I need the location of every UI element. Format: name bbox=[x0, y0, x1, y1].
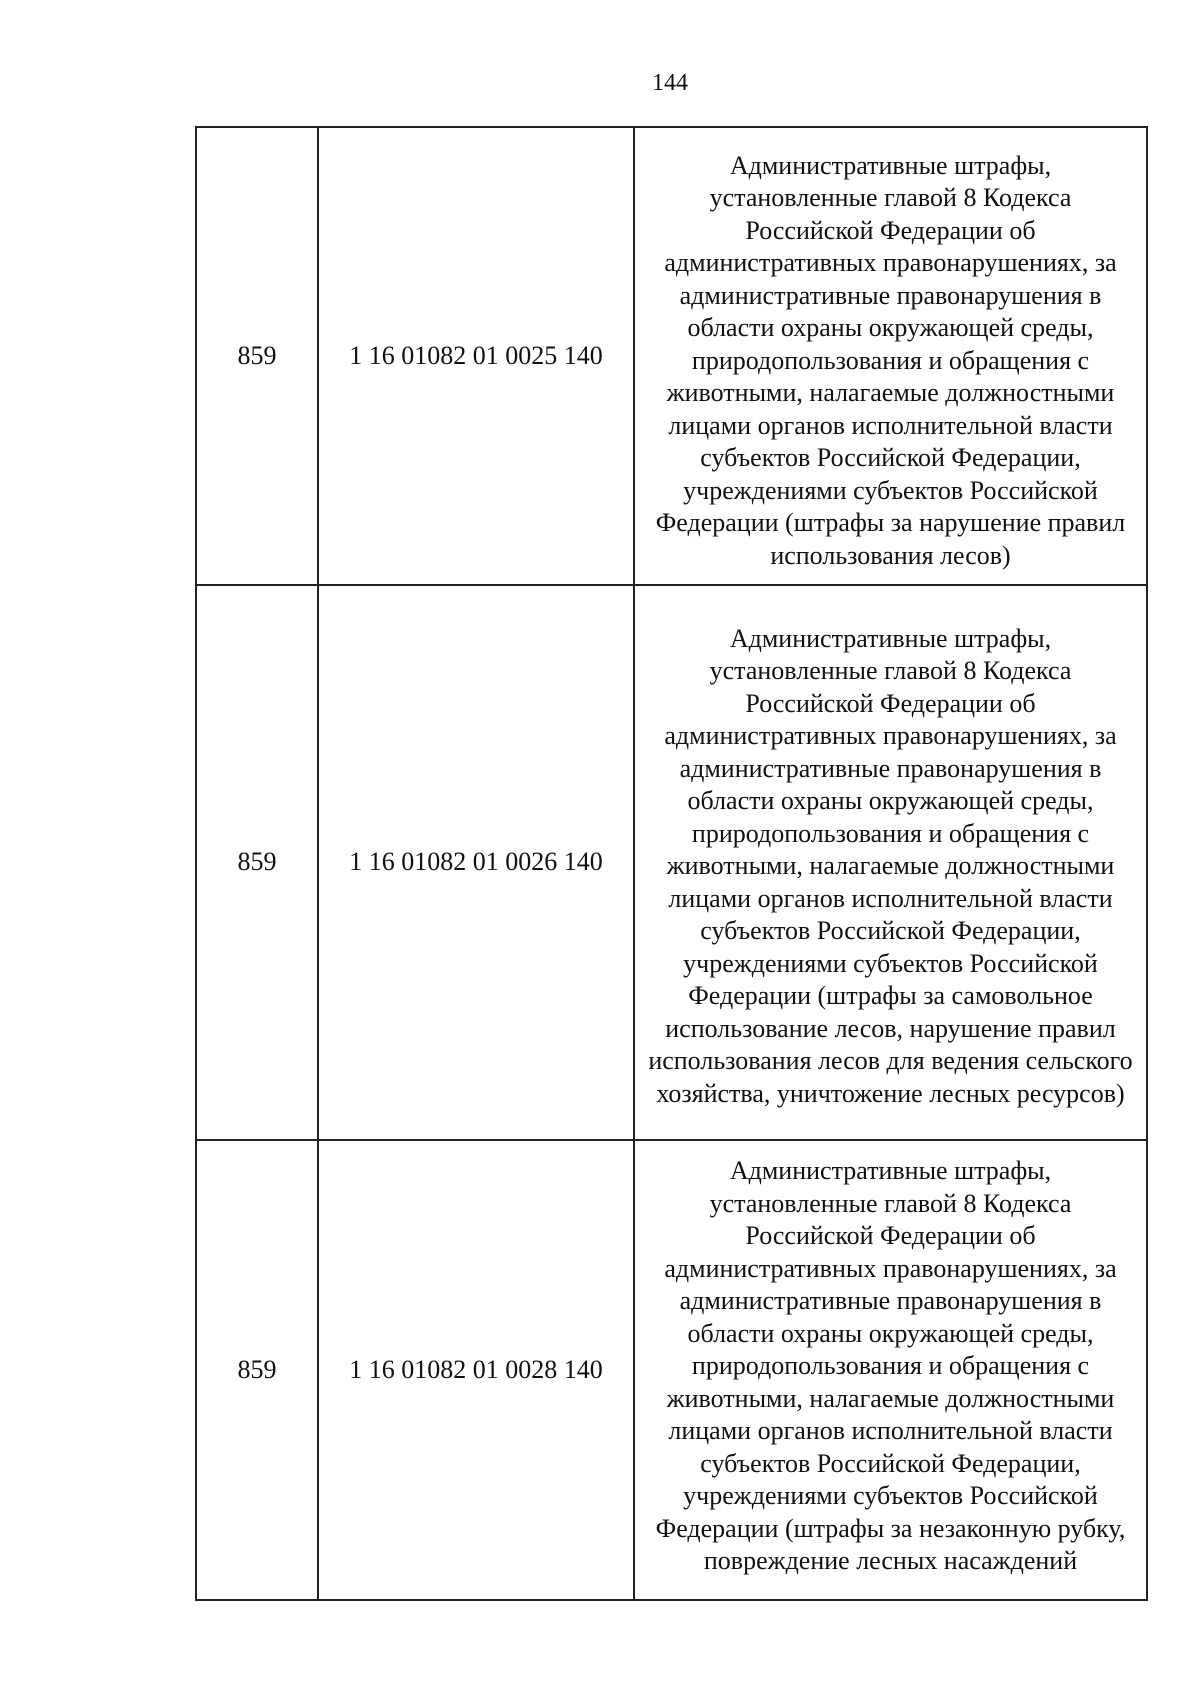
description-cell: Административные штрафы, установленные главой 8 Кодекса Российской Федерации об административных правонарушениях, за административные правонарушения в области охраны окружающей среды, природопользования и обращения с животными, налагаемые должностными лицами органов исполнительной власти субъектов Российской Федерации, учреждениями субъектов Российской Федерации (штрафы за незаконную рубку, повреждение лесных насаждений bbox=[634, 1140, 1147, 1600]
budget-code-cell: 1 16 01082 01 0025 140 bbox=[318, 127, 634, 585]
budget-code-cell: 1 16 01082 01 0028 140 bbox=[318, 1140, 634, 1600]
table-row bbox=[196, 127, 1147, 585]
budget-classification-table bbox=[195, 126, 1148, 1601]
admin-code-cell: 859 bbox=[196, 127, 318, 585]
page-number: 144 bbox=[652, 70, 688, 96]
table-row bbox=[196, 1140, 1147, 1600]
admin-code-cell: 859 bbox=[196, 1140, 318, 1600]
description-cell: Административные штрафы, установленные главой 8 Кодекса Российской Федерации об административных правонарушениях, за административные правонарушения в области охраны окружающей среды, природопользования и обращения с животными, налагаемые должностными лицами органов исполнительной власти субъектов Российской Федерации, учреждениями субъектов Российской Федерации (штрафы за нарушение правил использования лесов) bbox=[634, 127, 1147, 585]
description-cell: Административные штрафы, установленные главой 8 Кодекса Российской Федерации об административных правонарушениях, за административные правонарушения в области охраны окружающей среды, природопользования и обращения с животными, налагаемые должностными лицами органов исполнительной власти субъектов Российской Федерации, учреждениями субъектов Российской Федерации (штрафы за самовольное использование лесов, нарушение правил использования лесов для ведения сельского хозяйства, уничтожение лесных ресурсов) bbox=[634, 585, 1147, 1140]
budget-code-cell: 1 16 01082 01 0026 140 bbox=[318, 585, 634, 1140]
table-row bbox=[196, 585, 1147, 1140]
admin-code-cell: 859 bbox=[196, 585, 318, 1140]
